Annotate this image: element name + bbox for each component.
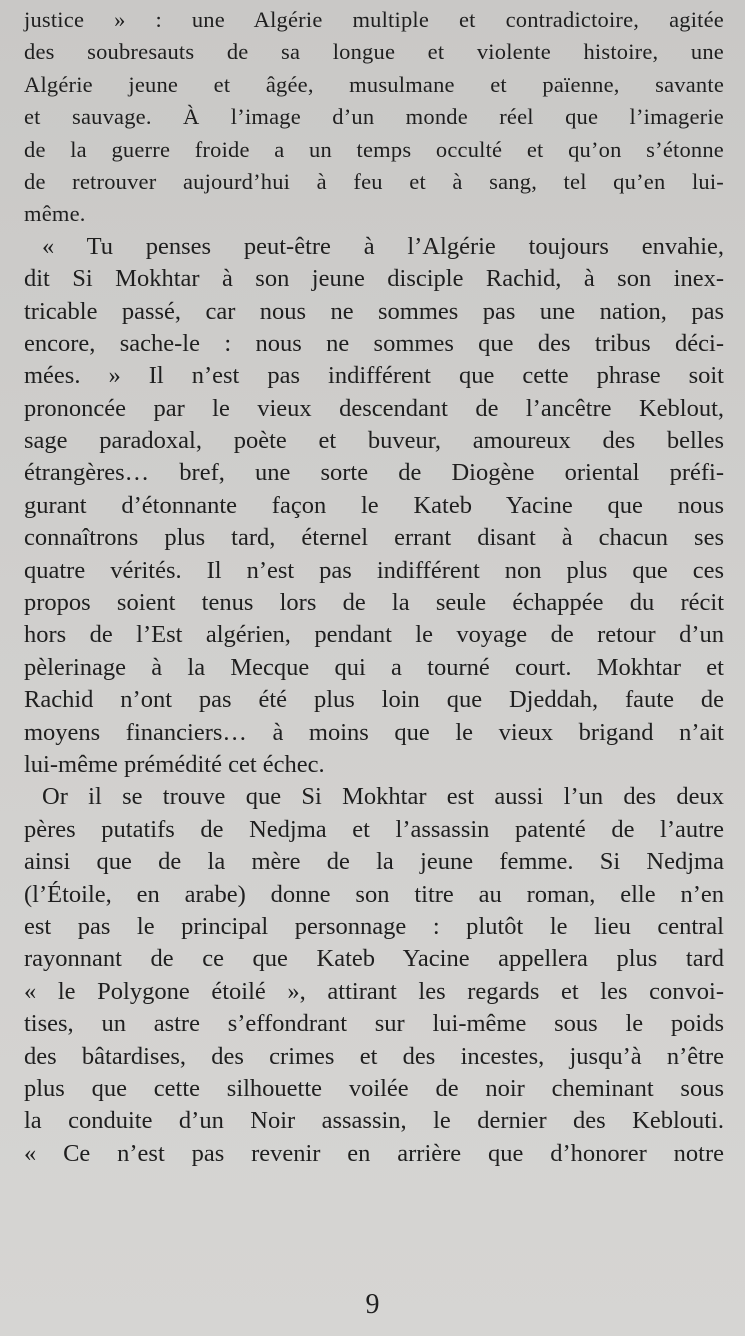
text-line: sage paradoxal, poète et buveur, amoureux des belles — [24, 427, 724, 455]
text-line: propos soient tenus lors de la seule échappée du récit — [24, 589, 724, 617]
text-line: pères putatifs de Nedjma et l’assassin patenté de l’autre — [24, 815, 724, 843]
text-line: dit Si Mokhtar à son jeune disciple Rachid, à son inex- — [24, 265, 724, 293]
text-line: mées. » Il n’est pas indifférent que cette phrase soit — [24, 362, 724, 390]
text-line: la conduite d’un Noir assassin, le dernier des Keblouti. — [24, 1107, 724, 1135]
text-line: (l’Étoile, en arabe) donne son titre au roman, elle n’en — [24, 880, 724, 908]
text-line: étrangères… bref, une sorte de Diogène oriental préfi- — [24, 459, 724, 487]
text-line: même. — [24, 201, 86, 227]
text-line: tricable passé, car nous ne sommes pas une nation, pas — [24, 297, 724, 325]
text-line: Or il se trouve que Si Mokhtar est aussi l’un des deux — [42, 783, 724, 811]
text-line: de la guerre froide a un temps occulté et qu’on s’étonne — [24, 136, 724, 162]
text-line: Algérie jeune et âgée, musulmane et païenne, savante — [24, 71, 724, 97]
text-line: tises, un astre s’effondrant sur lui-même sous le poids — [24, 1010, 724, 1038]
text-line: Rachid n’ont pas été plus loin que Djeddah, faute de — [24, 686, 724, 714]
text-line: prononcée par le vieux descendant de l’ancêtre Keblout, — [24, 394, 724, 422]
text-line: « Ce n’est pas revenir en arrière que d’honorer notre — [24, 1139, 724, 1167]
text-line: encore, sache-le : nous ne sommes que des tribus déci- — [24, 329, 724, 357]
text-line: hors de l’Est algérien, pendant le voyage de retour d’un — [24, 621, 724, 649]
text-line: justice » : une Algérie multiple et contradictoire, agitée — [24, 7, 724, 32]
text-line: et sauvage. À l’image d’un monde réel que l’imagerie — [24, 104, 724, 130]
text-line: plus que cette silhouette voilée de noir cheminant sous — [24, 1074, 724, 1102]
text-line: « le Polygone étoilé », attirant les regards et les convoi- — [24, 977, 724, 1005]
text-line: des soubresauts de sa longue et violente histoire, une — [24, 39, 724, 65]
text-line: connaîtrons plus tard, éternel errant disant à chacun ses — [24, 524, 724, 552]
text-line: pèlerinage à la Mecque qui a tourné court. Mokhtar et — [24, 653, 724, 681]
text-line: rayonnant de ce que Kateb Yacine appellera plus tard — [24, 945, 724, 973]
text-line: quatre vérités. Il n’est pas indifférent non plus que ces — [24, 556, 724, 584]
text-line: des bâtardises, des crimes et des incestes, jusqu’à n’être — [24, 1042, 724, 1070]
text-line: ainsi que de la mère de la jeune femme. Si Nedjma — [24, 848, 724, 876]
text-line: « Tu penses peut-être à l’Algérie toujours envahie, — [42, 232, 724, 260]
text-line: moyens financiers… à moins que le vieux brigand n’ait — [24, 718, 724, 746]
text-line: de retrouver aujourd’hui à feu et à sang, tel qu’en lui- — [24, 168, 724, 194]
page-number: 9 — [365, 1289, 380, 1320]
text-line: lui-même prémédité cet échec. — [24, 750, 325, 778]
body-text — [24, 4, 724, 1170]
text-line: est pas le principal personnage : plutôt le lieu central — [24, 912, 724, 940]
text-line: gurant d’étonnante façon le Kateb Yacine que nous — [24, 491, 724, 519]
